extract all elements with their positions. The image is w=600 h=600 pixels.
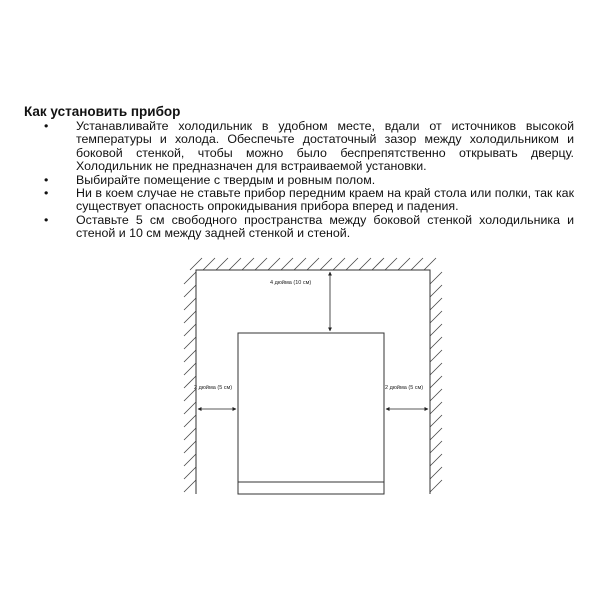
- list-item: • Устанавливайте холодильник в удобном месте, вдали от источников высокой температуры и холода. Обеспечьте достаточный зазор между холодильником и боковой стенкой, чтобы можно было беспрепятственно открывать дверцу. Холодильник не предназначен для встраиваемой установки.: [24, 120, 574, 174]
- left-gap-label: 2 дюйма (5 см): [194, 385, 233, 391]
- list-item: • Оставьте 5 см свободного пространства между боковой стенкой холодильника и стеной и 10 см между задней стенкой и стеной.: [24, 214, 574, 241]
- right-gap-label: 2 дюйма (5 см): [385, 385, 424, 391]
- list-item: • Выбирайте помещение с твердым и ровным полом.: [24, 174, 574, 187]
- list-item: • Ни в коем случае не ставьте прибор передним краем на край стола или полки, так как существует опасность опрокидывания прибора вперед и падения.: [24, 187, 574, 214]
- refrigerator: [238, 333, 384, 494]
- rear-gap-label: 4 дюйма (10 см): [270, 280, 312, 286]
- section-title: Как установить прибор: [24, 104, 181, 119]
